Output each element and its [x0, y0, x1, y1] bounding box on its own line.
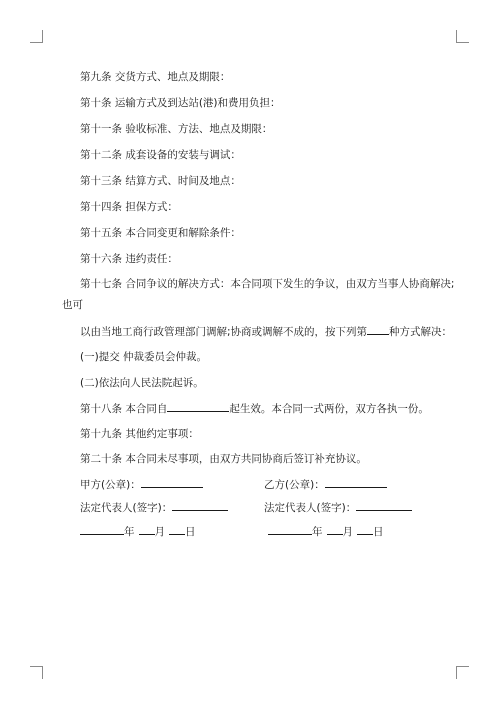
arbitration-prefix: 以由当地工商行政管理部门调解;协商或调解不成的，按下列第	[80, 326, 368, 338]
clause-15: 第十五条 本合同变更和解除条件：	[80, 227, 241, 239]
crop-mark-bottom-right	[456, 666, 469, 679]
party-a-seal-blank[interactable]	[141, 477, 203, 488]
clause-18-prefix: 第十八条 本合同自	[80, 403, 168, 415]
party-a-month-blank[interactable]	[139, 524, 155, 535]
crop-mark-bottom-left	[30, 666, 43, 679]
clause-18	[80, 401, 429, 416]
clause-17-continuation: 也可	[62, 299, 83, 311]
party-b-seal	[264, 477, 387, 492]
arbitration-line	[80, 324, 452, 339]
party-b-date	[268, 524, 384, 539]
arbitration-suffix: 种方式解决：	[389, 326, 453, 338]
crop-mark-top-left	[30, 30, 43, 43]
clause-20: 第二十条 本合同未尽事项，由双方共同协商后签订补充协议。	[80, 453, 367, 465]
clause-13: 第十三条 结算方式、时间及地点：	[80, 175, 241, 187]
party-b-seal-label: 乙方(公章)：	[264, 479, 325, 491]
crop-mark-top-right	[456, 30, 469, 43]
party-b-seal-blank[interactable]	[325, 477, 387, 488]
option-number-blank[interactable]	[367, 324, 389, 335]
party-a-date	[80, 524, 196, 539]
party-a-day-blank[interactable]	[169, 524, 185, 535]
party-b-month-blank[interactable]	[327, 524, 343, 535]
party-a-year-blank[interactable]	[80, 524, 124, 535]
clause-14: 第十四条 担保方式：	[80, 201, 178, 213]
rep-b-label: 法定代表人(签字)：	[264, 502, 357, 514]
year-label: 年	[312, 526, 323, 538]
arbitration-option-2: (二)依法向人民法院起诉。	[80, 377, 204, 389]
month-label: 月	[154, 526, 165, 538]
clause-12: 第十二条 成套设备的安装与调试：	[80, 149, 241, 161]
party-b-day-blank[interactable]	[357, 524, 373, 535]
rep-a-signature-blank[interactable]	[172, 500, 228, 511]
clause-11: 第十一条 验收标准、方法、地点及期限：	[80, 123, 273, 135]
party-a-seal	[80, 477, 203, 492]
clause-17: 第十七条 合同争议的解决方式：本合同项下发生的争议，由双方当事人协商解决;	[80, 278, 455, 290]
day-label: 日	[373, 526, 384, 538]
clause-9: 第九条 交货方式、地点及期限：	[80, 71, 231, 83]
arbitration-option-1: (一)提交 仲裁委员会仲裁。	[80, 351, 208, 363]
rep-b-signature-blank[interactable]	[356, 500, 412, 511]
year-label: 年	[124, 526, 135, 538]
effective-date-blank[interactable]	[167, 401, 229, 412]
rep-a-label: 法定代表人(签字)：	[80, 502, 173, 514]
party-b-year-blank[interactable]	[268, 524, 312, 535]
clause-18-suffix: 起生效。本合同一式两份，双方各执一份。	[229, 403, 429, 415]
party-a-representative	[80, 500, 228, 515]
party-b-representative	[264, 500, 412, 515]
clause-19: 第十九条 其他约定事项：	[80, 428, 199, 440]
clause-16: 第十六条 违约责任：	[80, 253, 178, 265]
day-label: 日	[185, 526, 196, 538]
month-label: 月	[342, 526, 353, 538]
clause-10: 第十条 运输方式及到达站(港)和费用负担：	[80, 97, 281, 109]
party-a-seal-label: 甲方(公章)：	[80, 479, 141, 491]
